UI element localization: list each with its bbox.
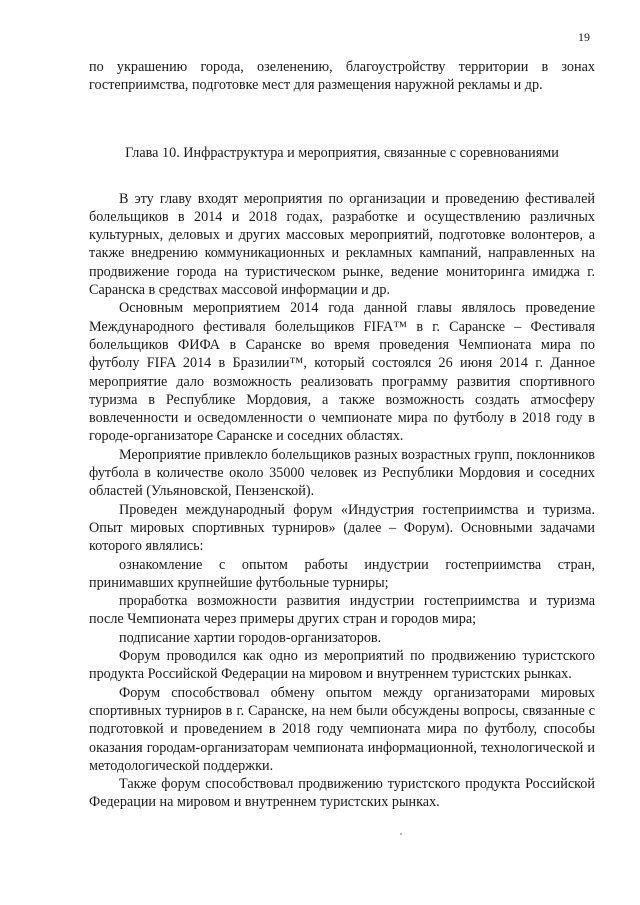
paragraph-forum-task-2: проработка возможности развития индустрии гостеприимства и туризма после Чемпионата через примеры других стран и городов мира; bbox=[89, 593, 595, 628]
chapter-title: Глава 10. Инфраструктура и мероприятия, связанные с соревнованиями bbox=[125, 144, 559, 161]
page-number: 19 bbox=[578, 30, 590, 44]
paragraph-forum-task-1: ознакомление с опытом работы индустрии гостеприимства стран, принимавших крупнейшие футбольные турниры; bbox=[89, 556, 595, 591]
paragraph-forum-exchange: Форум способствовал обмену опытом между организаторами мировых спортивных турниров в г. Саранске, на нем были обсуждены вопросы, связанные с подготовкой и проведением в 2018 году чемпионата мира по футболу, способы оказания городам-организаторам чемпионата информационной, технологической и методологической поддержки. bbox=[89, 684, 595, 774]
scan-artifact bbox=[400, 833, 402, 835]
document-body bbox=[89, 58, 595, 812]
paragraph-fan-festival: Основным мероприятием 2014 года данной главы являлось проведение Международного фестиваля болельщиков FIFA™ в г. Саранске – Фестиваля болельщиков ФИФА в Саранске во время проведения Чемпионата мира по футболу FIFA 2014 в Бразилии™, который состоялся 26 июня 2014 г. Данное мероприятие дало возможность реализовать программу развития спортивного туризма в Республике Мордовия, а также возможность создать атмосферу вовлеченности и осведомленности о чемпионате мира по футболу в 2018 году в городе-организаторе Саранске и соседних областях. bbox=[89, 300, 595, 445]
paragraph-forum-task-3: подписание хартии городов-организаторов. bbox=[119, 629, 382, 646]
paragraph-forum-promotion: Форум проводился как одно из мероприятий по продвижению туристского продукта Российской Федерации на мировом и внутреннем туристских рынках. bbox=[89, 648, 595, 683]
paragraph-forum-intro: Проведен международный форум «Индустрия гостеприимства и туризма. Опыт мировых спортивных турниров» (далее – Форум). Основными задачами которого являлись: bbox=[89, 501, 595, 555]
paragraph-chapter-scope: В эту главу входят мероприятия по организации и проведению фестивалей болельщиков в 2014 и 2018 годах, разработке и осуществлению различных культурных, деловых и других массовых мероприятий, подготовке волонтеров, а также внедрению коммуникационных и рекламных кампаний, направленных на продвижение города на туристическом рынке, ведение мониторинга имиджа г. Саранска в средствах массовой информации и др. bbox=[89, 190, 595, 299]
paragraph-forum-conclusion: Также форум способствовал продвижению туристского продукта Российской Федерации на мировом и внутреннем туристских рынках. bbox=[89, 776, 595, 811]
intro-paragraph: по украшению города, озеленению, благоустройству территории в зонах гостеприимства, подготовке мест для размещения наружной рекламы и др. bbox=[89, 59, 595, 94]
paragraph-event-attendance: Мероприятие привлекло болельщиков разных возрастных групп, поклонников футбола в количестве около 35000 человек из Республики Мордовия и соседних областей (Ульяновской, Пензенской). bbox=[89, 446, 595, 500]
